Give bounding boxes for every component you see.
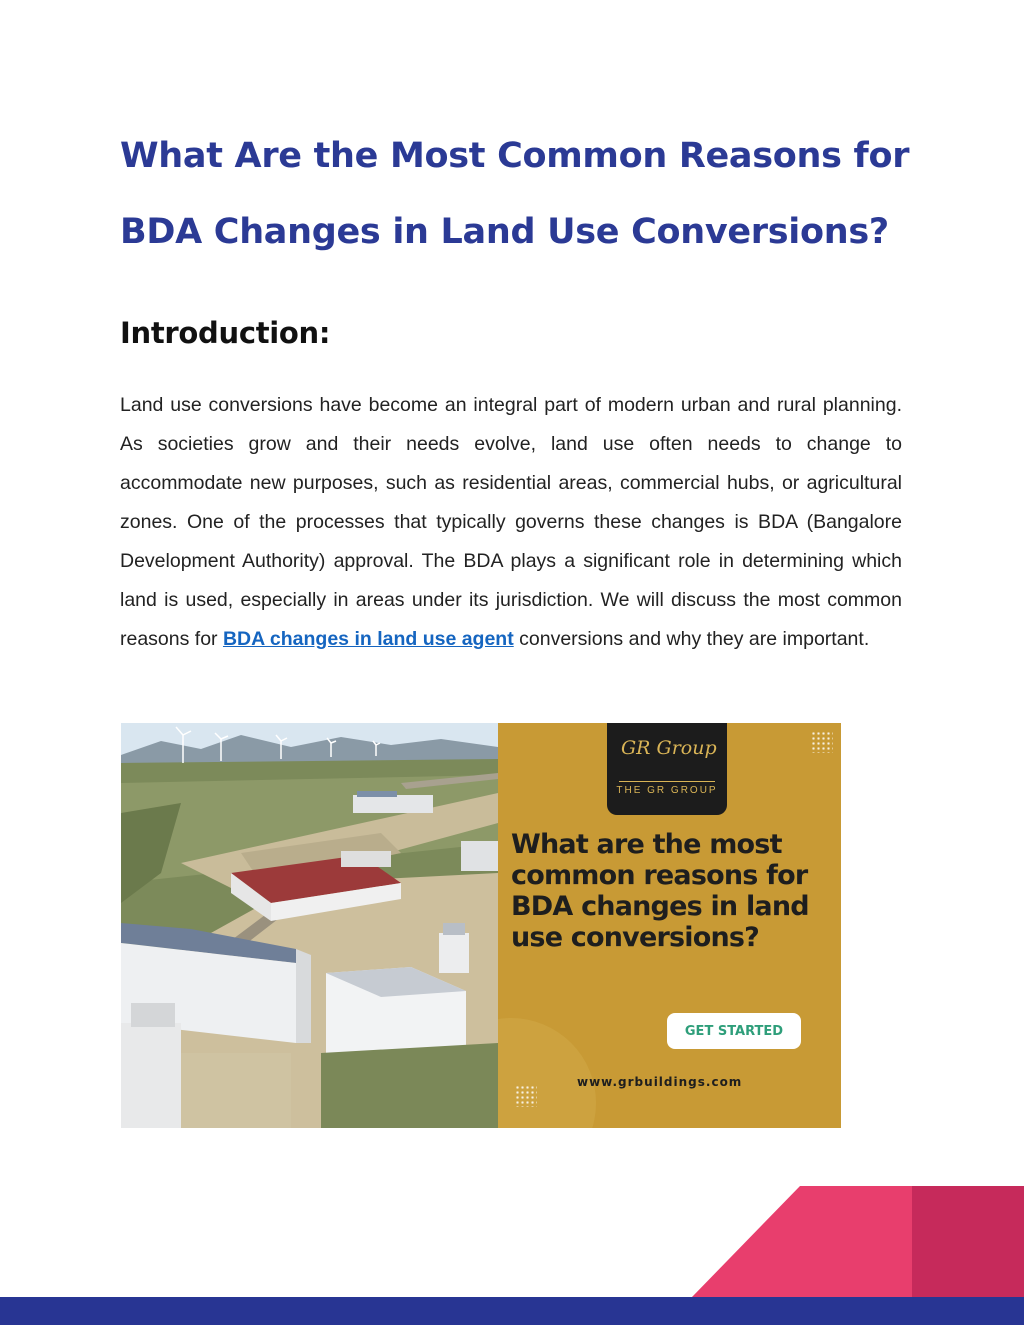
intro-paragraph: [120, 386, 902, 659]
banner-headline: What are the most common reasons for BDA changes in land use conversions?: [511, 829, 809, 953]
section-heading: Introduction:: [120, 316, 331, 350]
logo-divider: [619, 781, 715, 782]
document-title: [120, 118, 920, 270]
dot-grid-decoration-bottom: [515, 1085, 537, 1107]
bda-changes-link[interactable]: BDA changes in land use agent: [222, 628, 514, 650]
footer-bar: [0, 1297, 1024, 1325]
logo-caption: THE GR GROUP: [616, 785, 718, 796]
dot-grid-decoration-top: [811, 731, 833, 753]
logo-script: GR Group: [621, 737, 717, 759]
gr-group-logo: [607, 723, 727, 815]
title-line-2: BDA Changes in Land Use Conversions?: [120, 212, 889, 252]
dark-pink-corner-accent: [912, 1186, 1024, 1297]
paragraph-text-before-link: Land use conversions have become an integral part of modern urban and rural planning. As societies grow and their needs evolve, land use often needs to change to accommodate new purposes, such as residential areas, commercial hubs, or agricultural zones. One of the processes that typically governs these changes is BDA (Bangalore Development Authority) approval. The BDA plays a significant role in determining which land is used, especially in areas under its jurisdiction. We will discuss the most common reasons for: [120, 394, 902, 650]
get-started-button[interactable]: GET STARTED: [667, 1013, 801, 1049]
banner-image: [121, 723, 841, 1128]
pink-corner-accent: [692, 1186, 1024, 1297]
website-url: www.grbuildings.com: [577, 1075, 743, 1089]
title-line-1: What Are the Most Common Reasons for: [120, 136, 910, 176]
paragraph-text-after-link: conversions and why they are important.: [513, 628, 870, 650]
